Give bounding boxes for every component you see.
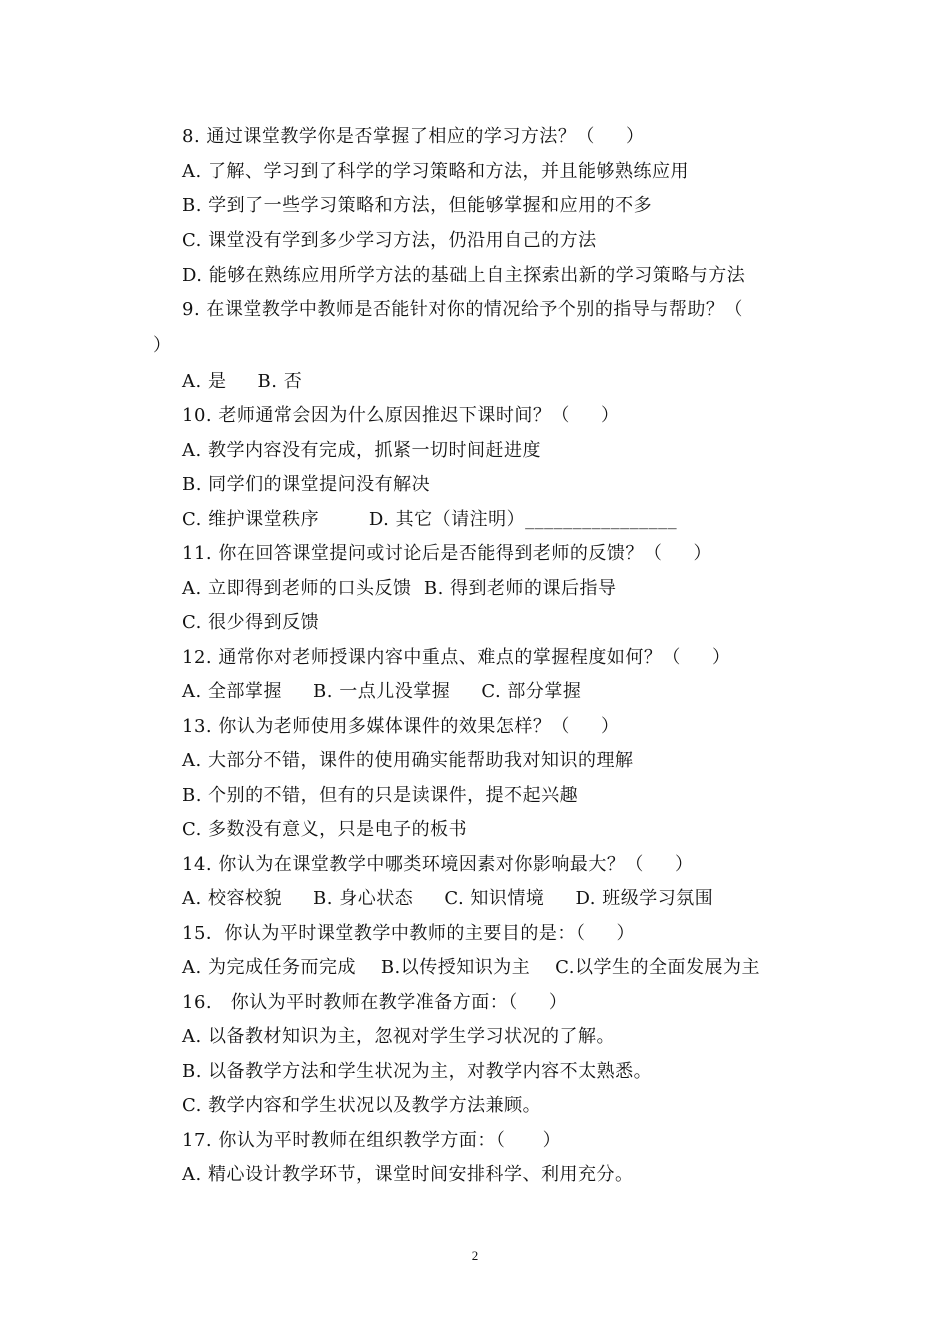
option-line: A. 立即得到老师的口头反馈 B. 得到老师的课后指导 — [182, 578, 617, 599]
option-line: A. 校容校貌 B. 身心状态 C. 知识情境 D. 班级学习氛围 — [182, 888, 714, 909]
option-line: B. 学到了一些学习策略和方法，但能够掌握和应用的不多 — [182, 195, 653, 216]
option-line: A. 精心设计教学环节，课堂时间安排科学、利用充分。 — [182, 1164, 634, 1185]
option-line: A. 教学内容没有完成，抓紧一切时间赶进度 — [182, 440, 541, 461]
option-line: C. 多数没有意义，只是电子的板书 — [182, 819, 468, 840]
option-line: A. 以备教材知识为主，忽视对学生学习状况的了解。 — [182, 1026, 615, 1047]
question-15: 15．你认为平时课堂教学中教师的主要目的是：（ ） — [182, 923, 636, 944]
option-line: C. 课堂没有学到多少学习方法，仍沿用自己的方法 — [182, 230, 597, 251]
question-8: 8. 通过课堂教学你是否掌握了相应的学习方法？（ ） — [182, 126, 645, 147]
option-line: A. 全部掌握 B. 一点儿没掌握 C. 部分掌握 — [182, 681, 582, 702]
question-9-continuation: ） — [153, 335, 172, 356]
question-17: 17. 你认为平时教师在组织教学方面：（ ） — [182, 1130, 562, 1151]
question-14: 14. 你认为在课堂教学中哪类环境因素对你影响最大？（ ） — [182, 854, 694, 875]
question-11: 11. 你在回答课堂提问或讨论后是否能得到老师的反馈？（ ） — [182, 543, 712, 564]
option-line: C. 很少得到反馈 — [182, 612, 320, 633]
option-line: C. 维护课堂秩序 D. 其它（请注明）________________ — [182, 509, 678, 530]
option-line: B. 以备教学方法和学生状况为主，对教学内容不太熟悉。 — [182, 1061, 653, 1082]
option-line: B. 个别的不错，但有的只是读课件，提不起兴趣 — [182, 785, 579, 806]
option-line: A. 为完成任务而完成 B.以传授知识为主 C.以学生的全面发展为主 — [182, 957, 761, 978]
option-line: A. 是 B. 否 — [182, 371, 303, 392]
option-line: B. 同学们的课堂提问没有解决 — [182, 474, 431, 495]
question-16: 16. 你认为平时教师在教学准备方面：（ ） — [182, 992, 568, 1013]
page-number: 2 — [471, 1248, 479, 1263]
question-13: 13. 你认为老师使用多媒体课件的效果怎样？（ ） — [182, 716, 620, 737]
question-12: 12. 通常你对老师授课内容中重点、难点的掌握程度如何？（ ） — [182, 647, 731, 668]
option-line: A. 大部分不错，课件的使用确实能帮助我对知识的理解 — [182, 750, 634, 771]
question-10: 10. 老师通常会因为什么原因推迟下课时间？（ ） — [182, 405, 620, 426]
option-line: D. 能够在熟练应用所学方法的基础上自主探索出新的学习策略与方法 — [182, 265, 746, 286]
option-line: C. 教学内容和学生状况以及教学方法兼顾。 — [182, 1095, 542, 1116]
question-9: 9. 在课堂教学中教师是否能针对你的情况给予个别的指导与帮助？（ — [182, 299, 743, 320]
option-line: A. 了解、学习到了科学的学习策略和方法，并且能够熟练应用 — [182, 161, 689, 182]
